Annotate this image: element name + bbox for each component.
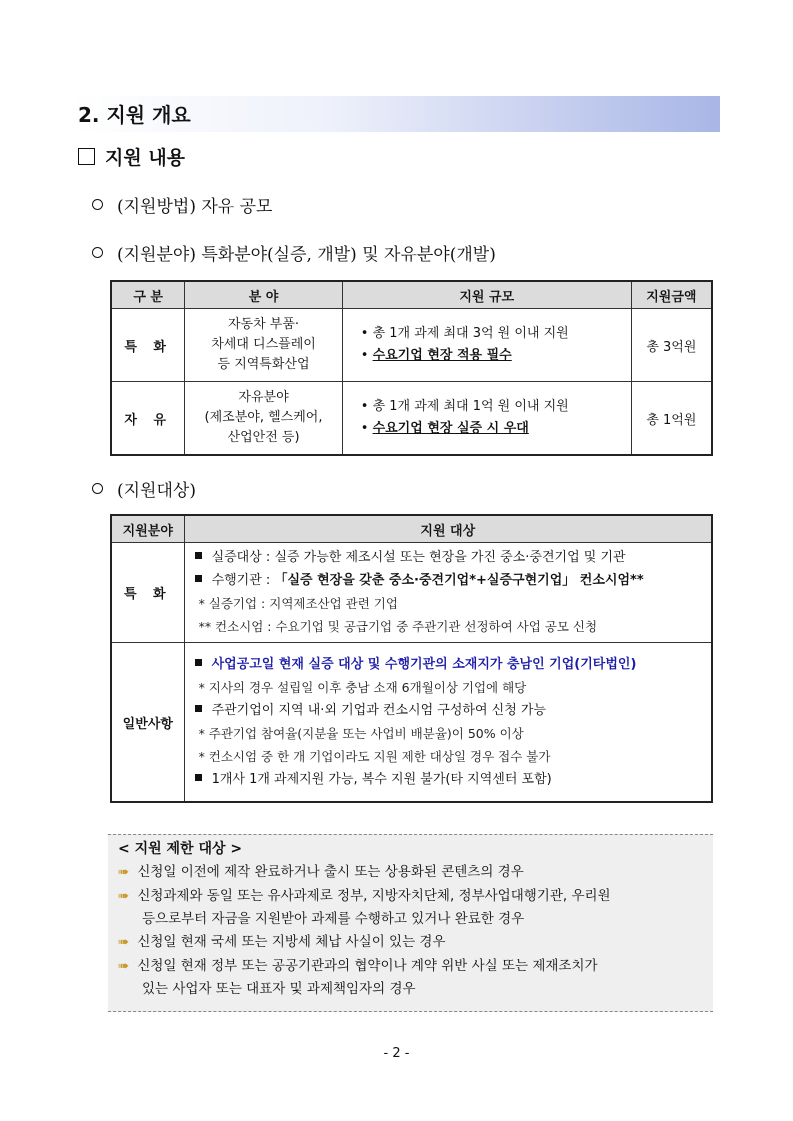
- checkbox-square-icon: [78, 148, 95, 165]
- table-header-row: [111, 281, 712, 309]
- square-bullet-icon: [195, 659, 202, 666]
- scale-text: 총 1개 과제 최대 1억 원 이내 지원: [372, 399, 569, 414]
- field-line: 자유분야: [238, 390, 289, 405]
- restriction-item: [108, 930, 713, 954]
- header-support-field: 지원분야: [111, 515, 184, 543]
- target-bold-text: 「실증 현장을 갖춘 중소·중견기업*+실증구현기업」 컨소시엄**: [274, 573, 644, 588]
- circle-bullet-icon: [92, 483, 103, 494]
- bullet-method: [92, 192, 272, 217]
- target-line: [195, 569, 703, 592]
- header-support-target: 지원 대상: [184, 515, 712, 543]
- restriction-box: [108, 834, 713, 1012]
- target-line: [195, 546, 703, 569]
- restriction-text: 신청과제와 동일 또는 유사과제로 정부, 지방자치단체, 정부사업대행기관, 우리원: [137, 888, 611, 904]
- amount-cell: 총 1억원: [631, 382, 712, 456]
- section-title: 2. 지원 개요: [78, 103, 191, 127]
- square-bullet-icon: [195, 774, 202, 781]
- arrow-bullet-icon: ➠: [118, 864, 130, 880]
- target-line: [195, 653, 703, 676]
- field-cell: [185, 309, 342, 382]
- target-line: [195, 699, 703, 722]
- arrow-bullet-icon: ➠: [118, 934, 130, 950]
- scale-emphasis-text: 수요기업 현장 실증 시 우대: [372, 421, 529, 436]
- restriction-text: 신청일 현재 정부 또는 공공기관과의 협약이나 계약 위반 사실 또는 제재조치가: [137, 958, 598, 974]
- row-label: 특 화: [111, 543, 184, 643]
- note-line: * 실증기업 : 지역제조산업 관련 기업: [198, 596, 398, 611]
- target-cell: [184, 643, 712, 803]
- restriction-item: [108, 860, 713, 884]
- target-text: 실증대상 : 실증 가능한 제조시설 또는 현장을 가진 중소·중견기업 및 기관: [211, 550, 626, 565]
- scale-line: • 총 1개 과제 최대 1억 원 이내 지원: [360, 399, 569, 414]
- field-line: (제조분야, 헬스케어,: [204, 410, 323, 425]
- restriction-text: 신청일 현재 국세 또는 지방세 체납 사실이 있는 경우: [137, 934, 446, 950]
- bullet-method-text: (지원방법) 자유 공모: [117, 197, 273, 217]
- arrow-bullet-icon: ➠: [118, 888, 130, 904]
- subsection-title-text: 지원 내용: [105, 147, 186, 169]
- circle-bullet-icon: [92, 199, 103, 210]
- row-label: 일반사항: [111, 643, 184, 803]
- restriction-item: [108, 954, 713, 978]
- restriction-item: [108, 884, 713, 908]
- circle-bullet-icon: [92, 247, 103, 258]
- note-line: * 주관기업 참여율(지분율 또는 사업비 배분율)이 50% 이상: [198, 726, 524, 741]
- square-bullet-icon: [195, 705, 202, 712]
- table-row: [111, 382, 712, 456]
- field-line: 자동차 부품·: [227, 317, 300, 332]
- bullet-target: [92, 476, 196, 501]
- table-row: [111, 643, 712, 803]
- row-label: 특 화: [111, 309, 185, 382]
- header-field: 분 야: [185, 281, 342, 309]
- field-line: 산업안전 등): [227, 430, 300, 445]
- target-line: [195, 768, 703, 791]
- target-text: 주관기업이 지역 내·외 기업과 컨소시엄 구성하여 신청 가능: [211, 703, 547, 718]
- amount-cell: 총 3억원: [631, 309, 712, 382]
- restriction-title: < 지원 제한 대상 >: [118, 841, 243, 857]
- table-row: [111, 543, 712, 643]
- restriction-text: 신청일 이전에 제작 완료하거나 출시 또는 상용화된 콘텐츠의 경우: [137, 864, 524, 880]
- header-scale: 지원 규모: [342, 281, 631, 309]
- bullet-field-text: (지원분야) 특화분야(실증, 개발) 및 자유분야(개발): [117, 245, 496, 265]
- note-line: * 컨소시엄 중 한 개 기업이라도 지원 제한 대상일 경우 접수 불가: [198, 749, 551, 764]
- target-cell: [184, 543, 712, 643]
- support-target-table: [110, 514, 713, 803]
- row-label: 자 유: [111, 382, 185, 456]
- scale-line: • 수요기업 현장 실증 시 우대: [360, 421, 529, 436]
- note-line: ** 컨소시엄 : 수요기업 및 공급기업 중 주관기관 선정하여 사업 공모 신청: [198, 619, 598, 634]
- field-line: 등 지역특화산업: [217, 357, 310, 372]
- scale-emphasis-text: 수요기업 현장 적용 필수: [372, 348, 512, 363]
- header-category: 구 분: [111, 281, 185, 309]
- note-line: * 지사의 경우 설립일 이후 충남 소재 6개월이상 기업에 해당: [198, 680, 527, 695]
- page-number: - 2 -: [383, 1046, 410, 1061]
- arrow-bullet-icon: ➠: [118, 958, 130, 974]
- table-row: [111, 309, 712, 382]
- scale-cell: [342, 309, 631, 382]
- target-highlight-text: 사업공고일 현재 실증 대상 및 수행기관의 소재지가 충남인 기업(기타법인): [211, 657, 637, 672]
- bullet-target-text: (지원대상): [117, 481, 196, 501]
- square-bullet-icon: [195, 552, 202, 559]
- field-line: 차세대 디스플레이: [211, 337, 316, 352]
- field-cell: [185, 382, 342, 456]
- target-text: 수행기관 :: [211, 573, 275, 588]
- target-text: 1개사 1개 과제지원 가능, 복수 지원 불가(타 지역센터 포함): [211, 772, 552, 787]
- table-header-row: [111, 515, 712, 543]
- scale-cell: [342, 382, 631, 456]
- scale-text: 총 1개 과제 최대 3억 원 이내 지원: [372, 326, 569, 341]
- square-bullet-icon: [195, 575, 202, 582]
- restriction-continuation: 등으로부터 자금을 지원받아 과제를 수행하고 있거나 완료한 경우: [142, 911, 525, 927]
- subsection-title: [78, 143, 185, 170]
- bullet-field: [92, 240, 496, 265]
- support-scale-table: [110, 280, 713, 456]
- restriction-continuation: 있는 사업자 또는 대표자 및 과제책임자의 경우: [142, 981, 416, 997]
- header-amount: 지원금액: [631, 281, 712, 309]
- scale-line: • 총 1개 과제 최대 3억 원 이내 지원: [360, 326, 569, 341]
- scale-line: • 수요기업 현장 적용 필수: [360, 348, 512, 363]
